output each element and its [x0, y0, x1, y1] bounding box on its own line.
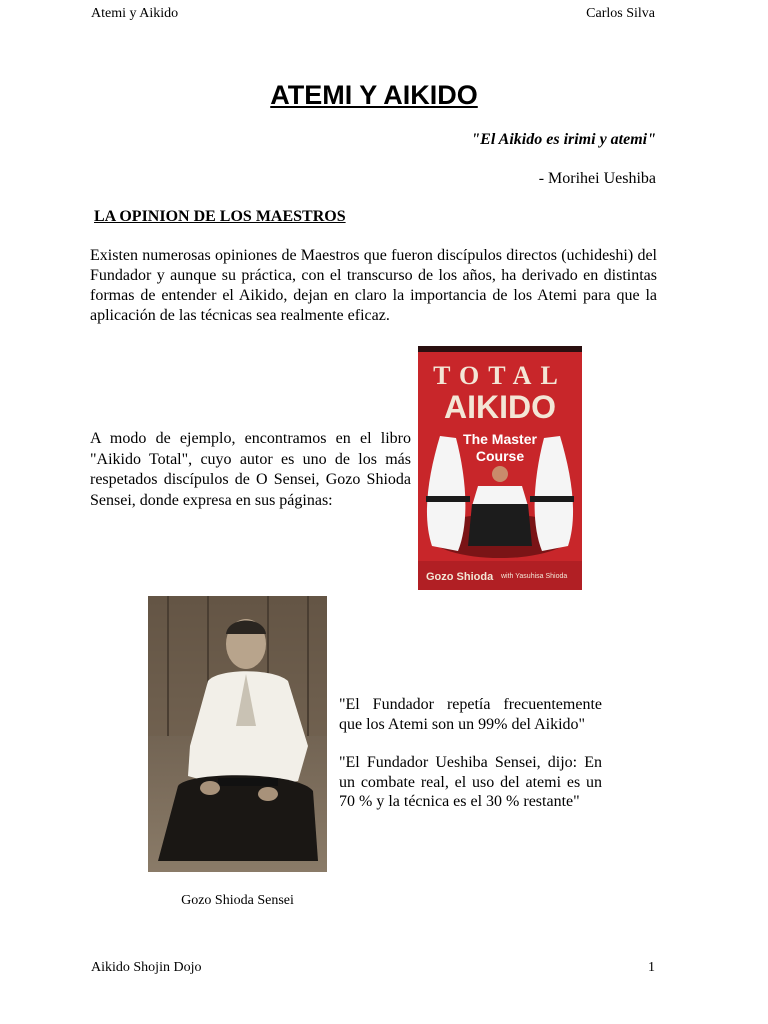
cover-title-line1: TOTAL — [433, 361, 567, 390]
book-cover-image — [418, 346, 582, 590]
quote-atemi-percentage: "El Fundador repetía frecuentemente que los Atemi son un 99% del Aikido" — [339, 696, 602, 733]
gozo-shioda-photo — [148, 596, 327, 872]
cover-author: Gozo Shioda — [426, 571, 494, 583]
footer-left: Aikido Shojin Dojo — [91, 960, 202, 975]
epigraph-quote: "El Aikido es irimi y atemi" — [471, 131, 656, 148]
page-title: ATEMI Y AIKIDO — [270, 80, 478, 110]
paragraph-intro: Existen numerosas opiniones de Maestros que fueron discípulos directos (uchideshi) del Fundador y aunque su práctica, con el transcurso de los años, ha derivado en distintas formas de entender el Aikido, dejan en claro la importancia de los Atemi para que la aplicación de las técnicas sea realmente eficaz. — [90, 247, 657, 324]
header-right: Carlos Silva — [586, 6, 655, 21]
paragraph-example: A modo de ejemplo, encontramos en el libro "Aikido Total", cuyo autor es uno de los más respetados discípulos de O Sensei, Gozo Shioda Sensei, donde expresa en sus páginas: — [90, 430, 411, 509]
quote-combat-real: "El Fundador Ueshiba Sensei, dijo: En un combate real, el uso del atemi es un 70 % y la técnica es el 30 % restante" — [339, 754, 602, 810]
photo-illustration — [148, 596, 327, 872]
section-heading: LA OPINION DE LOS MAESTROS — [94, 208, 346, 225]
cover-title-line2: AIKIDO — [444, 389, 556, 425]
cover-coauthor: with Yasuhisa Shioda — [501, 573, 568, 580]
cover-subtitle-line1: The Master — [463, 431, 537, 447]
cover-subtitle-line2: Course — [475, 448, 525, 464]
photo-caption: Gozo Shioda Sensei — [181, 893, 294, 908]
epigraph-author: - Morihei Ueshiba — [538, 170, 656, 187]
page-number: 1 — [648, 960, 655, 975]
book-cover-illustration — [418, 346, 582, 590]
header-left: Atemi y Aikido — [91, 6, 179, 21]
